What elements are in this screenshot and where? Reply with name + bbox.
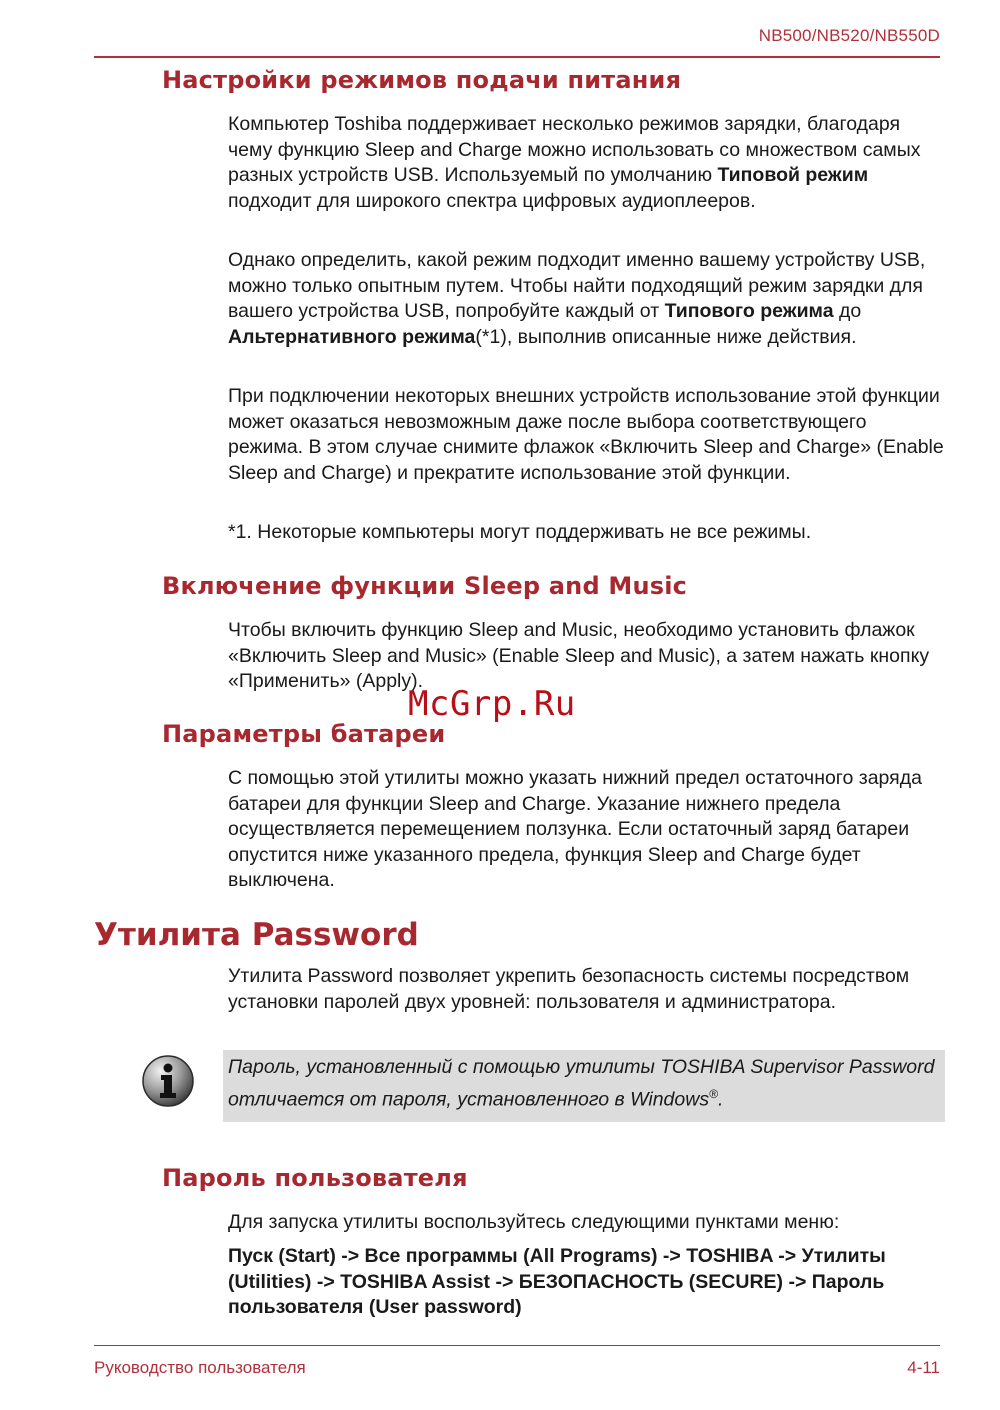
- footer-rule: [94, 1345, 940, 1346]
- battery-paragraph: С помощью этой утилиты можно указать нижний предел остаточного заряда батареи для функции Sleep and Charge. Указание нижнего предела осуществляется перемещением ползунка. Если остаточный заряд батареи опустится ниже указанного предела, функция Sleep and Charge будет выключена.: [228, 767, 922, 892]
- page-number: 4-11: [907, 1358, 940, 1377]
- user-password-paragraph: Для запуска утилиты воспользуйтесь следующими пунктами меню:: [228, 1211, 840, 1233]
- section-title-user-password: Пароль пользователя: [162, 1164, 468, 1192]
- watermark: McGrp.Ru: [408, 684, 576, 724]
- power-modes-paragraph-3: При подключении некоторых внешних устройств использование этой функции может оказаться невозможным даже после выбора соответствующего режима. В этом случае снимите флажок «Включить Sleep and Charge» (Enable Sleep and Charge) и прекратите использование этой функции.: [228, 385, 944, 484]
- header-model: NB500/NB520/NB550D: [758, 26, 940, 45]
- power-modes-paragraph-1: Компьютер Toshiba поддерживает несколько режимов зарядки, благодаря чему функцию Sleep and Charge можно использовать со множеством самых разных устройств USB. Используемый по умолчанию Типовой режим подходит для широкого спектра цифровых аудиоплееров.: [228, 113, 921, 212]
- power-modes-paragraph-2: Однако определить, какой режим подходит именно вашему устройству USB, можно только опытным путем. Чтобы найти подходящий режим зарядки для вашего устройства USB, попробуйте каждый от Типового режима до Альтернативного режима(*1), выполнив описанные ниже действия.: [228, 249, 926, 348]
- note-text: Пароль, установленный с помощью утилиты TOSHIBA Supervisor Password отличается от пароля, установленного в Windows®.: [228, 1056, 935, 1111]
- power-modes-footnote: *1. Некоторые компьютеры могут поддерживать не все режимы.: [228, 521, 812, 543]
- section-title-power-modes: Настройки режимов подачи питания: [162, 66, 682, 94]
- menu-path: Пуск (Start) -> Все программы (All Programs) -> TOSHIBA -> Утилиты (Utilities) -> TOSHIBA Assist -> БЕЗОПАСНОСТЬ (SECURE) -> Пароль пользователя (User password): [228, 1245, 886, 1319]
- footer-title: Руководство пользователя: [94, 1358, 306, 1377]
- chapter-title-password-utility: Утилита Password: [94, 917, 419, 953]
- section-title-battery: Параметры батареи: [162, 720, 446, 748]
- password-utility-paragraph: Утилита Password позволяет укрепить безопасность системы посредством установки паролей двух уровней: пользователя и администратора.: [228, 965, 910, 1013]
- sleep-music-paragraph: Чтобы включить функцию Sleep and Music, необходимо установить флажок «Включить Sleep and Music» (Enable Sleep and Music), а затем нажать кнопку «Применить» (Apply).: [228, 619, 930, 693]
- section-title-sleep-music: Включение функции Sleep and Music: [162, 572, 688, 600]
- info-icon: [141, 1054, 195, 1108]
- header-rule: [94, 56, 940, 58]
